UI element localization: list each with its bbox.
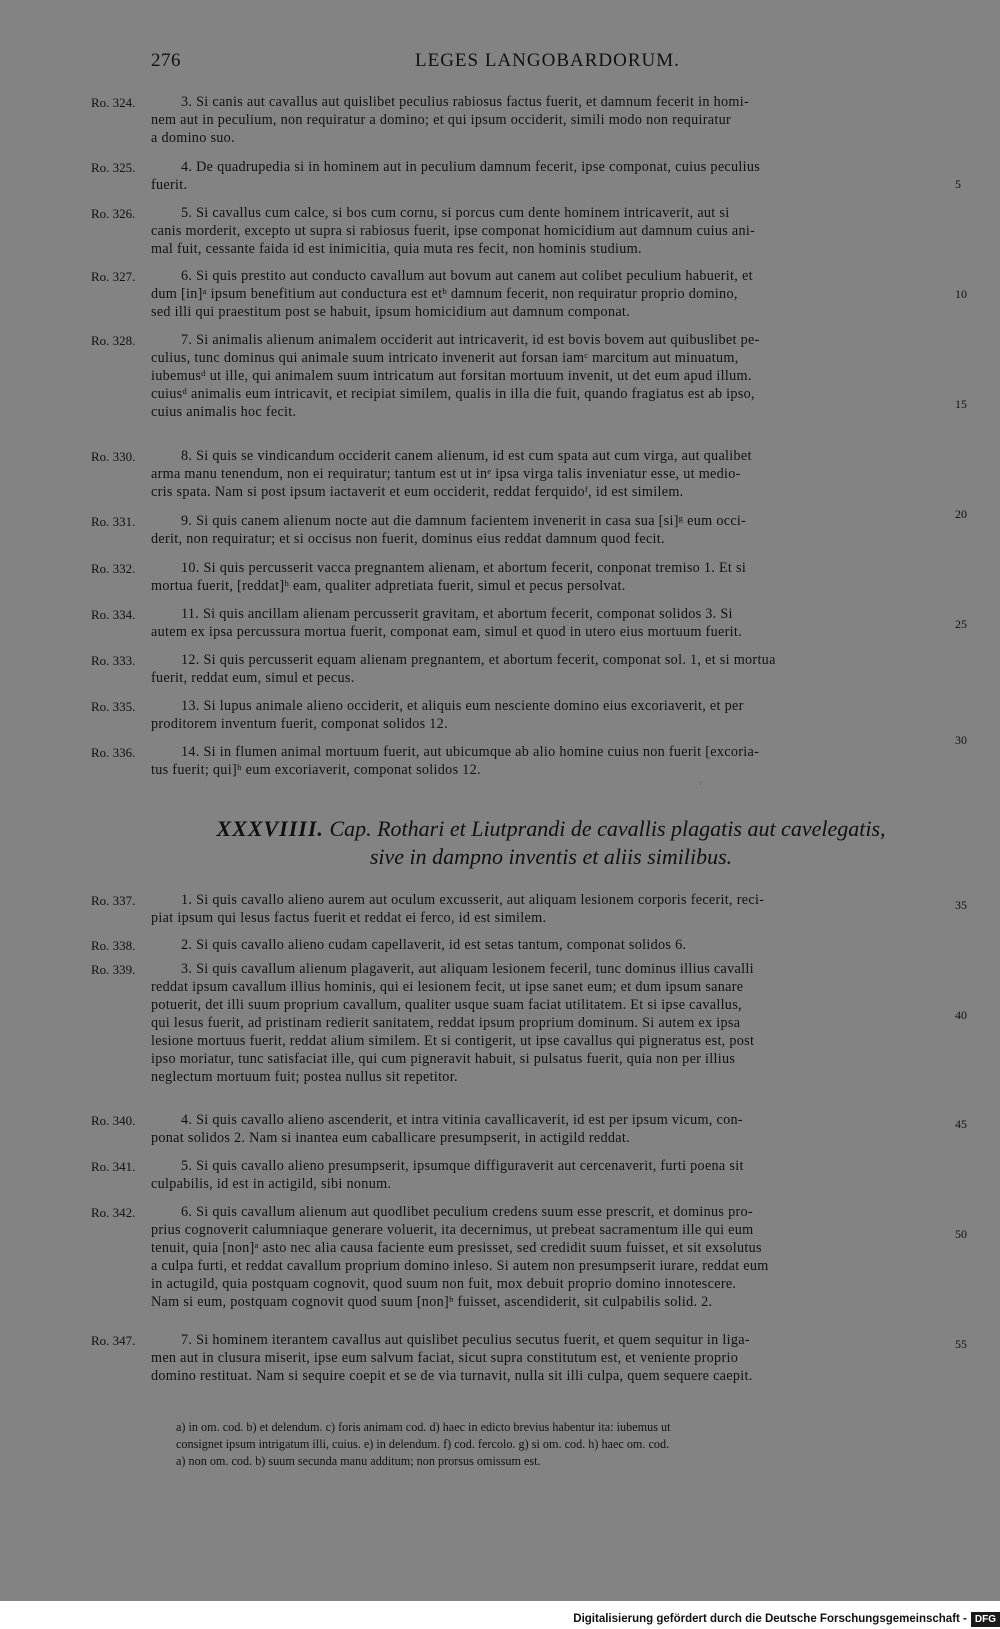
margin-number: 45 bbox=[955, 1117, 967, 1131]
text-line: ponat solidos 2. Nam si inantea eum caballicare presumpserit, in actigild reddat. bbox=[151, 1130, 630, 1146]
footnote-line: a) non om. cod. b) suum secunda manu additum; non prorsus omissum est. bbox=[176, 1454, 541, 1468]
text-line: sed illi qui praestitum post se habuit, ipsum homicidium aut damnum componat. bbox=[151, 304, 631, 320]
text-line: ipso moriatur, tunc satisfaciat ille, qui cum pigneravit habuit, si pulsatus fuerit, quia non per illius bbox=[151, 1051, 736, 1067]
text-line: reddat ipsum cavallum illius hominis, qui ei lesionem fecit, ut ipse sanet eum; et dum ipsum sanare bbox=[151, 979, 744, 995]
text-line: fuerit. bbox=[151, 177, 188, 193]
text-line: cuius animalis hoc fecit. bbox=[151, 404, 297, 420]
margin-number: 50 bbox=[955, 1227, 967, 1241]
text-line: tus fuerit; qui]ʰ eum excoriaverit, componat solidos 12. bbox=[151, 762, 481, 778]
text-line: mortua fuerit, [reddat]ʰ eam, qualiter adpretiata fuerit, simul et pecus persolvat. bbox=[151, 578, 626, 594]
margin-number: 20 bbox=[955, 507, 967, 521]
text-line: a culpa furti, et reddat cavallum proprium domino inleso. Si autem non presumpserit iurare, reddat eum bbox=[151, 1258, 769, 1274]
margin-number: 25 bbox=[955, 617, 967, 631]
text-line: 2. Si quis cavallo alieno cudam capellaverit, id est setas tantum, componat solidos 6. bbox=[181, 937, 687, 953]
text-line: 1. Si quis cavallo alieno aurem aut oculum excusserit, aut aliquam lesionem corporis fecerit, reci- bbox=[181, 892, 765, 908]
text-line: tenuit, quia [non]ᵃ asto nec alia causa faciente eum presisset, sed credidit suum fuisset, et sit exsolutus bbox=[151, 1240, 762, 1256]
text-line: 3. Si quis cavallum alienum plagaverit, aut aliquam lesionem feceril, tunc dominus illius cavalli bbox=[181, 961, 754, 977]
ref-label: Ro. 340. bbox=[91, 1113, 136, 1128]
text-line: nem aut in peculium, non requiratur a domino; et qui ipsum occiderit, simili modo non requiratur bbox=[151, 112, 732, 128]
ref-label: Ro. 338. bbox=[91, 938, 136, 953]
text-line: qui lesus fuerit, ad pristinam redierit sanitatem, reddat ipsum proprium dominum. Si autem ex ipsa bbox=[151, 1015, 741, 1031]
margin-number: 15 bbox=[955, 397, 967, 411]
ref-label: Ro. 341. bbox=[91, 1159, 136, 1174]
text-line: mal fuit, cessante faida id est inimicitia, quia muta res fecit, non hominis studium. bbox=[151, 241, 642, 257]
text-line: Nam si eum, postquam cognovit quod suum [non]ᵇ fuisset, ascendiderit, sit culpabilis solid. 2. bbox=[151, 1294, 713, 1310]
text-line: 9. Si quis canem alienum nocte aut die damnum facientem invenerit in casa sua [si]ᵍ eum occi- bbox=[181, 513, 747, 529]
dfg-logo: DFG bbox=[971, 1612, 1000, 1627]
ref-label: Ro. 347. bbox=[91, 1333, 136, 1348]
ref-label: Ro. 342. bbox=[91, 1205, 136, 1220]
text-line: 3. Si canis aut cavallus aut quislibet peculius rabiosus factus fuerit, et damnum fecerit in homi- bbox=[181, 94, 749, 110]
ref-label: Ro. 325. bbox=[91, 160, 136, 175]
text-line: 11. Si quis ancillam alienam percusserit gravitam, et abortum fecerit, componat solidos 3. Si bbox=[181, 606, 733, 622]
text-line: 4. Si quis cavallo alieno ascenderit, et intra vitinia cavallicaverit, id est per ipsum vicum, con- bbox=[181, 1112, 743, 1128]
ref-label: Ro. 332. bbox=[91, 561, 136, 576]
text-line: fuerit, reddat eum, simul et pecus. bbox=[151, 670, 355, 686]
page-number: 276 bbox=[151, 50, 181, 71]
text-line: 14. Si in flumen animal mortuum fuerit, aut ubicumque ab alio homine cuius non fuerit [excoria- bbox=[181, 744, 760, 760]
chapter-title-line2: sive in dampno inventis et aliis similibus. bbox=[369, 844, 733, 869]
chapter-numeral: XXXVIIII. bbox=[216, 816, 324, 841]
text-line: 5. Si quis cavallo alieno presumpserit, ipsumque diffiguraverit aut cercenaverit, furti poena sit bbox=[181, 1158, 744, 1174]
margin-number: 10 bbox=[955, 287, 967, 301]
footnote-line: consignet ipsum intrigatum illi, cuius. e) in delendum. f) cod. fercolo. g) si om. cod. h) haec om. cod. bbox=[176, 1437, 670, 1451]
scan-mark bbox=[700, 781, 701, 785]
text-line: prius cognoverit calumniaque generare voluerit, ita decernimus, ut prebeat sacramentum ille qui eum bbox=[151, 1222, 754, 1238]
margin-number: 40 bbox=[955, 1008, 967, 1022]
text-line: proditorem inventum fuerit, componat solidos 12. bbox=[151, 716, 448, 732]
chapter-title-line1: Cap. Rothari et Liutprandi de cavallis plagatis aut cavelegatis, bbox=[329, 816, 886, 841]
text-line: 12. Si quis percusserit equam alienam pregnantem, et abortum fecerit, componat sol. 1, et si mortua bbox=[181, 652, 776, 668]
text-line: 4. De quadrupedia si in hominem aut in peculium damnum fecerit, ipse componat, cuius peculius bbox=[181, 159, 761, 175]
text-line: domino restituat. Nam si sequire coepit et se de via turnavit, nulla sit illi culpa, quem sequere caepit. bbox=[151, 1368, 753, 1384]
running-title: LEGES LANGOBARDORUM. bbox=[415, 50, 680, 71]
ref-label: Ro. 335. bbox=[91, 699, 136, 714]
margin-number: 35 bbox=[955, 898, 967, 912]
text-line: in actugild, quia postquam cognovit, quod suum non fuit, mox debuit proprio domino innotescere. bbox=[151, 1276, 737, 1292]
text-line: autem ex ipsa percussura mortua fuerit, componat eam, simul et quod in utero eius mortuum fuerit. bbox=[151, 624, 742, 640]
text-line: iubemusᵈ ut ille, qui animalem suum intricatum aut forsitan mortuum invenit, ut det eum apud illum. bbox=[151, 368, 752, 384]
ref-label: Ro. 334. bbox=[91, 607, 136, 622]
ref-label: Ro. 337. bbox=[91, 893, 136, 908]
text-line: piat ipsum qui lesus factus fuerit et reddat ei ferco, id est similem. bbox=[151, 910, 547, 926]
text-line: 5. Si cavallus cum calce, si bos cum cornu, si porcus cum dente hominem intricaverit, aut si bbox=[181, 205, 730, 221]
ref-label: Ro. 339. bbox=[91, 962, 136, 977]
text-line: men aut in clusura miserit, ipse eum salvum faciat, sicut supra constitutum est, et veniente proprio bbox=[151, 1350, 739, 1366]
credit-text: Digitalisierung gefördert durch die Deutsche Forschungsgemeinschaft - bbox=[573, 1613, 967, 1625]
text-line: 13. Si lupus animale alieno occiderit, et aliquis eum nesciente domino eius excoriaverit, et per bbox=[181, 698, 744, 714]
chapter-heading bbox=[151, 815, 951, 843]
text-line: 10. Si quis percusserit vacca pregnantem alienam, et abortum fecerit, conponat tremiso 1. Et si bbox=[181, 560, 747, 576]
digitization-credit bbox=[573, 1609, 1000, 1629]
ref-label: Ro. 333. bbox=[91, 653, 136, 668]
ref-label: Ro. 324. bbox=[91, 95, 136, 110]
text-line: culius, tunc dominus qui animale suum intricato invenerit aut forsan iamᶜ marcitum aut minuatum, bbox=[151, 350, 739, 366]
ref-label: Ro. 331. bbox=[91, 514, 136, 529]
text-line: lesione mortuus fuerit, reddat alium similem. Et si contigerit, ut ipse cavallus qui pigneratus est, post bbox=[151, 1033, 755, 1049]
text-line: canis morderit, excepto ut supra si rabiosus fuerit, ipse componat homicidium aut damnum cuius ani- bbox=[151, 223, 756, 239]
footnote-line: a) in om. cod. b) et delendum. c) foris animam cod. d) haec in edicto brevius habentur ita: iubemus ut bbox=[176, 1420, 671, 1434]
text-line: a domino suo. bbox=[151, 130, 235, 146]
text-line: culpabilis, id est in actigild, sibi nonum. bbox=[151, 1176, 392, 1192]
margin-number: 55 bbox=[955, 1337, 967, 1351]
text-line: derit, non requiratur; et si occisus non fuerit, dominus eius reddat damnum quod fecit. bbox=[151, 531, 665, 547]
text-line: 7. Si animalis alienum animalem occiderit aut intricaverit, id est bovis bovem aut quibuslibet pe- bbox=[181, 332, 760, 348]
ref-label: Ro. 326. bbox=[91, 206, 136, 221]
text-line: 6. Si quis cavallum alienum aut quodlibet peculium credens suum esse prescrit, et dominus pro- bbox=[181, 1204, 753, 1220]
text-line: potuerit, det illi suum proprium cavallum, qualiter usque suam faciat utilitatem. Et si ipse cavallus, bbox=[151, 997, 742, 1013]
text-line: neglectum mortuum fuit; postea nullus sit repetitor. bbox=[151, 1069, 458, 1085]
ref-label: Ro. 327. bbox=[91, 269, 136, 284]
text-line: cris spata. Nam si post ipsum iactaverit et eum occiderit, reddat ferquidoᶠ, id est similem. bbox=[151, 484, 684, 500]
ref-label: Ro. 330. bbox=[91, 449, 136, 464]
text-line: dum [in]ᵃ ipsum benefitium aut conductura est etᵇ damnum fecerit, non requiratur proprio domino, bbox=[151, 286, 738, 302]
margin-number: 5 bbox=[955, 177, 961, 191]
text-line: 8. Si quis se vindicandum occiderit canem alienum, id est cum spata aut cum virga, aut qualibet bbox=[181, 448, 752, 464]
text-line: cuiusᵈ animalis eum intricavit, et recipiat similem, qualis in illa die fuit, quando fragiatus est ab ipso, bbox=[151, 386, 755, 402]
ref-label: Ro. 336. bbox=[91, 745, 136, 760]
text-line: 6. Si quis prestito aut conducto cavallum aut bovum aut canem aut colibet peculium habuerit, et bbox=[181, 268, 753, 284]
text-line: 7. Si hominem iterantem cavallus aut quislibet peculius secutus fuerit, et quem sequitur in liga- bbox=[181, 1332, 750, 1348]
margin-number: 30 bbox=[955, 733, 967, 747]
ref-label: Ro. 328. bbox=[91, 333, 136, 348]
text-line: arma manu tenendum, non ei requiratur; tantum est ut inᵉ ipsa virga talis inveniatur esse, ut medio- bbox=[151, 466, 741, 482]
